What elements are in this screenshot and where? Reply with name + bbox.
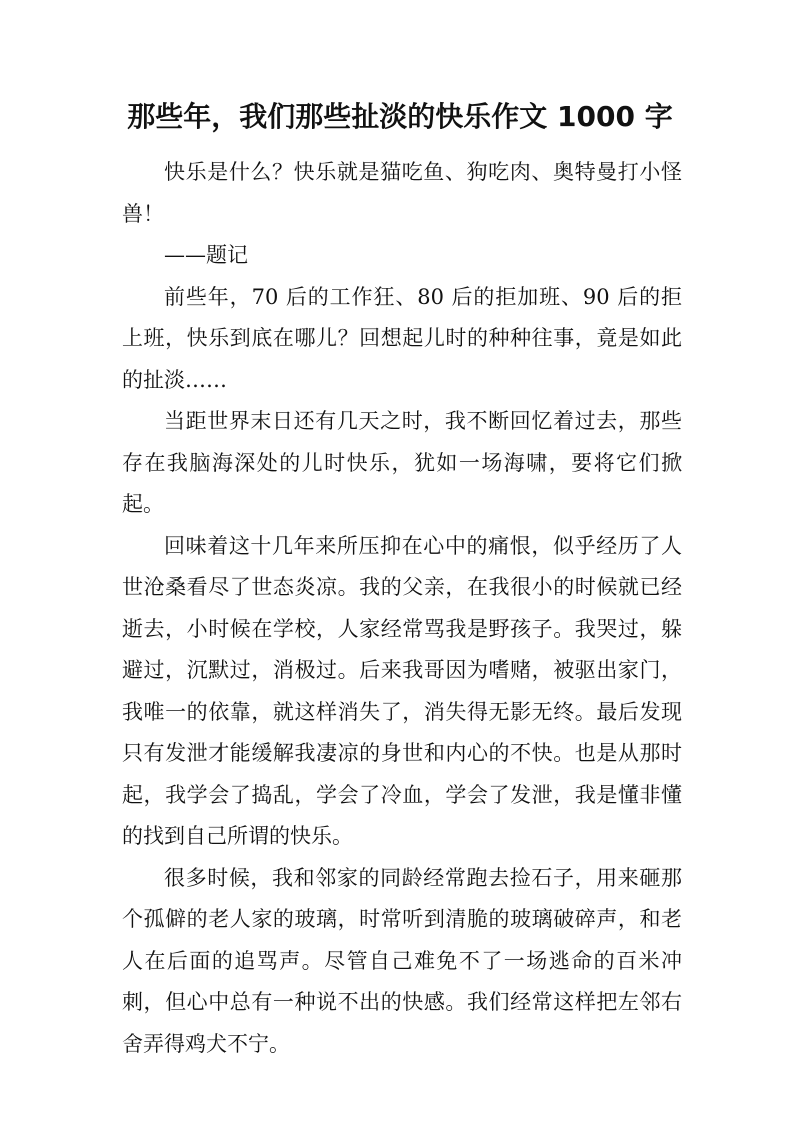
document-body	[122, 152, 682, 1065]
document-title: 那些年，我们那些扯淡的快乐作文 1000 字	[127, 100, 673, 133]
paragraph-memories: 当距世界末日还有几天之时，我不断回忆着过去，那些存在我脑海深处的儿时快乐，犹如一场海啸，要将它们掀起。	[122, 409, 682, 516]
paragraph-neighbors: 很多时候，我和邻家的同龄经常跑去捡石子，用来砸那个孤僻的老人家的玻璃，时常听到清脆的玻璃破碎声，和老人在后面的追骂声。尽管自己难免不了一场逃命的百米冲刺，但心中总有一种说不出的快感。我们经常这样把左邻右舍弄得鸡犬不宁。	[122, 865, 682, 1056]
paragraph-intro: 快乐是什么？快乐就是猫吃鱼、狗吃肉、奥特曼打小怪兽！	[122, 160, 682, 226]
paragraph-epigraph-source: ——题记	[164, 243, 248, 267]
paragraph-generations: 前些年，70 后的工作狂、80 后的拒加班、90 后的拒上班，快乐到底在哪儿？回想起儿时的种种往事，竟是如此的扯淡……	[122, 284, 682, 392]
paragraph-childhood: 回味着这十几年来所压抑在心中的痛恨，似乎经历了人世沧桑看尽了世态炎凉。我的父亲，在我很小的时候就已经逝去，小时候在学校，人家经常骂我是野孩子。我哭过，躲避过，沉默过，消极过。后来我哥因为嗜赌，被驱出家门，我唯一的依靠，就这样消失了，消失得无影无终。最后发现只有发泄才能缓解我凄凉的身世和内心的不快。也是从那时起，我学会了捣乱，学会了冷血，学会了发泄，我是懂非懂的找到自己所谓的快乐。	[122, 533, 682, 848]
